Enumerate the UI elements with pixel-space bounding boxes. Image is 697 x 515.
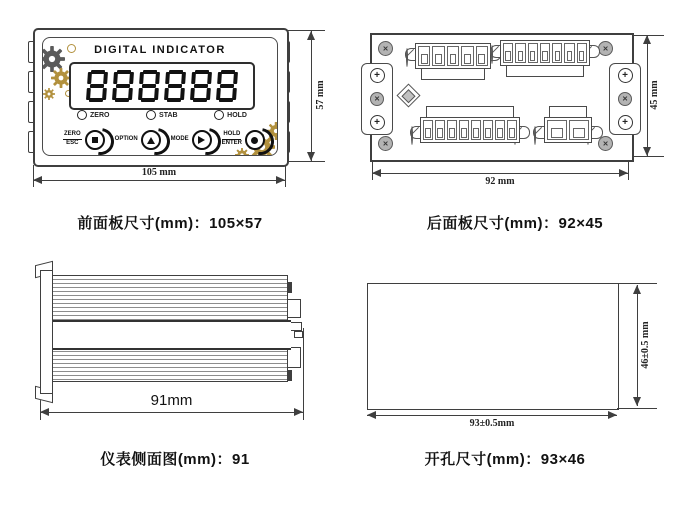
dimension-line xyxy=(372,173,628,174)
ground-terminal-inner xyxy=(401,88,415,102)
dimension-line xyxy=(637,285,638,406)
phillips-screw-icon xyxy=(618,115,633,130)
button-face xyxy=(245,130,265,150)
screw-glyph: ✕ xyxy=(602,140,609,148)
front-panel-face xyxy=(42,37,278,156)
arrowhead-icon xyxy=(307,31,315,40)
segment xyxy=(116,84,130,88)
terminal-slot xyxy=(459,120,469,140)
dimension-line xyxy=(311,31,312,161)
extension-line xyxy=(285,165,286,187)
segment xyxy=(103,72,108,84)
screw-glyph: + xyxy=(622,116,628,128)
terminal-connector xyxy=(488,40,602,77)
terminal-slot xyxy=(447,46,459,66)
terminal-slot xyxy=(495,120,505,140)
arrowhead-icon xyxy=(294,408,303,416)
segment xyxy=(139,72,144,84)
button-hold-enter xyxy=(222,128,269,150)
terminal-slot xyxy=(564,43,574,63)
device-title: DIGITAL INDICATOR xyxy=(94,44,226,56)
indicator-lamp-icon xyxy=(214,110,224,120)
lamp-stab xyxy=(146,110,178,120)
terminal-slot xyxy=(432,46,444,66)
arrowhead-icon xyxy=(633,397,641,406)
side-view-figure xyxy=(30,262,330,432)
seven-segment-digit xyxy=(86,70,108,102)
segment xyxy=(87,72,92,84)
cutout-height-dimension: 46±0.5 mm xyxy=(640,321,651,369)
rear-panel-figure xyxy=(358,25,670,217)
seven-segment-digit xyxy=(164,70,186,102)
lamp-label: HOLD xyxy=(227,111,247,119)
screw-glyph: + xyxy=(374,69,380,81)
rear-stud xyxy=(287,282,292,293)
gear-icon xyxy=(43,88,55,100)
rear-connector-block xyxy=(287,299,301,318)
segment xyxy=(155,72,160,84)
phillips-screw-icon xyxy=(370,68,385,83)
button-label: OPTION xyxy=(114,135,138,142)
terminal-slot xyxy=(423,120,433,140)
seven-segment-digit xyxy=(112,70,134,102)
cutout-caption: 开孔尺寸(mm)：93×46 xyxy=(424,451,586,468)
arrowhead-icon xyxy=(40,408,49,416)
segment xyxy=(90,84,104,88)
segment xyxy=(220,84,234,88)
extension-line xyxy=(303,328,304,420)
push-button xyxy=(245,128,269,150)
button-label xyxy=(222,131,242,146)
lamp-zero xyxy=(77,110,109,120)
lamp-hold xyxy=(214,110,247,120)
terminal-slot xyxy=(528,43,538,63)
segment xyxy=(129,72,134,84)
slot-screw xyxy=(491,45,493,64)
dimension-line xyxy=(33,180,285,181)
cutout-figure xyxy=(360,262,690,437)
cross-screw-icon xyxy=(378,136,393,151)
arrowhead-icon xyxy=(307,152,315,161)
segment xyxy=(190,88,195,100)
terminal-slot xyxy=(476,46,488,66)
button-mode xyxy=(171,128,216,150)
connector-lip xyxy=(421,69,485,80)
button-zero-esc xyxy=(63,128,109,150)
dimension-line xyxy=(367,415,617,416)
connector-body xyxy=(420,117,520,143)
arrowhead-icon xyxy=(643,147,651,156)
ring-icon xyxy=(67,44,76,53)
label-zero: ZERO xyxy=(63,131,82,139)
panel-cutout-rectangle xyxy=(367,283,619,410)
terminal-slot xyxy=(483,120,493,140)
case-middle-band xyxy=(51,320,291,350)
connector-lip xyxy=(426,106,514,117)
segment xyxy=(216,88,221,100)
slot-screw xyxy=(534,126,536,145)
seven-segment-digit xyxy=(216,70,238,102)
connector-body xyxy=(415,43,491,69)
seven-segment-digit xyxy=(190,70,212,102)
screw-glyph: ✕ xyxy=(374,96,380,103)
phillips-screw-icon xyxy=(618,68,633,83)
screw-glyph: + xyxy=(622,69,628,81)
extension-line xyxy=(287,30,325,31)
button-face xyxy=(192,130,212,150)
terminal-slot xyxy=(547,120,567,140)
terminal-slot xyxy=(515,43,525,63)
push-button xyxy=(192,128,216,150)
button-face xyxy=(141,130,161,150)
label-esc: ESC xyxy=(66,139,79,146)
rear-panel-caption: 后面板尺寸(mm)：92×45 xyxy=(426,215,604,232)
front-bezel-edge xyxy=(40,270,53,394)
phillips-screw-icon xyxy=(370,115,385,130)
seven-segment-digit xyxy=(138,70,160,102)
terminal-slot xyxy=(569,120,589,140)
dimension-line xyxy=(40,412,303,413)
cross-screw-icon xyxy=(378,41,393,56)
segment xyxy=(89,98,103,102)
indicator-lamp-icon xyxy=(146,110,156,120)
terminal-slot xyxy=(461,46,473,66)
terminal-connector xyxy=(533,106,603,143)
segment xyxy=(141,98,155,102)
side-view-caption: 仪表侧面图(mm)：91 xyxy=(100,451,250,468)
terminal-slot xyxy=(435,120,445,140)
slot-screw xyxy=(406,48,408,67)
screw-glyph: ✕ xyxy=(602,45,609,53)
segment xyxy=(193,98,207,102)
front-panel-bezel xyxy=(33,28,289,167)
front-panel-caption: 前面板尺寸(mm)：105×57 xyxy=(77,215,263,232)
button-face xyxy=(85,130,105,150)
terminal-cells xyxy=(545,118,591,142)
seven-segment-display xyxy=(69,62,255,110)
label-enter: ENTER xyxy=(221,139,242,146)
rear-width-dimension: 92 mm xyxy=(485,176,515,187)
connector-lip xyxy=(549,106,587,117)
front-width-dimension: 105 mm xyxy=(141,167,177,178)
button-row xyxy=(63,128,269,150)
segment xyxy=(115,98,129,102)
terminal-slot xyxy=(418,46,430,66)
terminal-connector xyxy=(408,106,532,143)
terminal-slot xyxy=(552,43,562,63)
terminal-slot xyxy=(540,43,550,63)
segment xyxy=(113,72,118,84)
segment xyxy=(164,88,169,100)
lamp-label: ZERO xyxy=(90,111,110,119)
connector-body xyxy=(500,40,590,66)
segment xyxy=(86,88,91,100)
segment xyxy=(194,84,208,88)
record-icon xyxy=(251,137,258,144)
cutout-width-dimension: 93±0.5mm xyxy=(469,418,515,429)
segment xyxy=(233,72,238,84)
connector-lip xyxy=(506,66,584,77)
segment xyxy=(112,88,117,100)
segment xyxy=(167,98,181,102)
segment xyxy=(181,72,186,84)
rear-stud xyxy=(287,370,292,381)
rear-connector-block xyxy=(294,331,303,338)
arrowhead-icon xyxy=(633,285,641,294)
extension-line xyxy=(630,156,664,157)
label-hold: HOLD xyxy=(222,131,241,139)
screw-glyph: ✕ xyxy=(622,96,628,103)
gear-icon xyxy=(51,68,71,88)
push-button xyxy=(141,128,165,150)
terminal-slot xyxy=(503,43,513,63)
side-width-dimension: 91mm xyxy=(150,392,193,409)
segment xyxy=(138,88,143,100)
terminal-cells xyxy=(421,118,519,142)
terminal-cells xyxy=(501,41,589,65)
button-option xyxy=(115,128,165,150)
screw-glyph: + xyxy=(374,116,380,128)
dimension-line xyxy=(647,35,648,156)
indicator-lamp-icon xyxy=(77,110,87,120)
lamp-row xyxy=(77,110,247,120)
slot-screw xyxy=(411,126,413,145)
cross-screw-icon xyxy=(370,92,384,106)
segment xyxy=(191,72,196,84)
terminal-cells xyxy=(416,44,490,68)
segment xyxy=(168,84,182,88)
mounting-bracket xyxy=(361,63,393,135)
terminal-slot xyxy=(577,43,587,63)
segment xyxy=(142,84,156,88)
cross-screw-icon xyxy=(618,92,632,106)
rear-height-dimension: 45 mm xyxy=(649,80,660,110)
segment xyxy=(219,98,233,102)
screw-glyph: ✕ xyxy=(382,45,389,53)
rear-connector-block xyxy=(287,347,301,368)
extension-line xyxy=(617,283,657,284)
terminal-slot xyxy=(447,120,457,140)
segment xyxy=(207,72,212,84)
extension-line xyxy=(617,408,657,409)
front-height-dimension: 57 mm xyxy=(315,80,326,110)
push-button xyxy=(85,128,109,150)
terminal-slot xyxy=(507,120,517,140)
lamp-label: STAB xyxy=(159,111,178,119)
mounting-bracket xyxy=(609,63,641,135)
button-label: MODE xyxy=(170,135,189,142)
segment xyxy=(217,72,222,84)
segment xyxy=(165,72,170,84)
triangle-right-icon xyxy=(198,136,205,144)
extension-line xyxy=(287,161,325,162)
button-label xyxy=(63,131,82,146)
stop-icon xyxy=(92,137,98,143)
screw-glyph: ✕ xyxy=(382,140,389,148)
front-panel-figure xyxy=(30,25,330,217)
arrowhead-icon xyxy=(643,35,651,44)
terminal-slot xyxy=(471,120,481,140)
connector-body xyxy=(544,117,592,143)
triangle-up-icon xyxy=(147,137,155,144)
